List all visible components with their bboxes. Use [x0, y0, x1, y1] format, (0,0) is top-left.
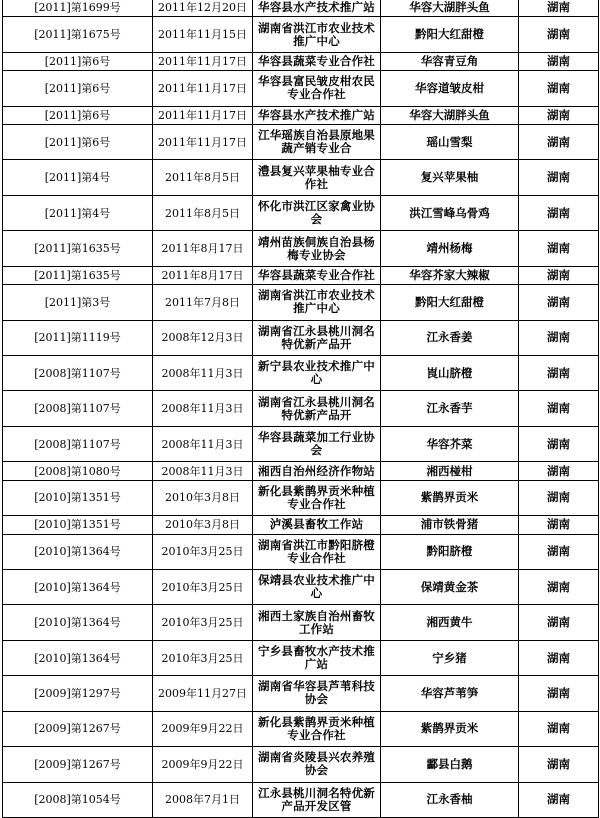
product-cell: 江永香芋 — [381, 391, 519, 426]
table-row — [3, 106, 599, 124]
date-cell: 2008年12月3日 — [153, 320, 253, 355]
product-cell: 华容道皱皮柑 — [381, 71, 519, 106]
date-cell: 2011年11月15日 — [153, 17, 253, 52]
product-cell: 湘西黄牛 — [381, 605, 519, 640]
approval-number-cell: [2011]第1675号 — [3, 17, 153, 52]
applicant-cell: 湖南省洪江市农业技术推广中心 — [253, 17, 381, 52]
product-cell: 崀山脐橙 — [381, 356, 519, 391]
date-cell: 2011年11月17日 — [153, 106, 253, 124]
applicant-cell: 华容县蔬菜专业合作社 — [253, 52, 381, 70]
applicant-cell: 新化县紫鹊界贡米种植专业合作社 — [253, 711, 381, 746]
approval-number-cell: [2011]第6号 — [3, 52, 153, 70]
approval-number-cell: [2008]第1107号 — [3, 426, 153, 461]
product-cell: 酃县白鹅 — [381, 747, 519, 782]
province-cell: 湖南 — [519, 676, 599, 711]
approval-number-cell: [2011]第1635号 — [3, 266, 153, 284]
province-cell: 湖南 — [519, 534, 599, 569]
province-cell: 湖南 — [519, 0, 599, 17]
product-cell: 华容芥菜 — [381, 426, 519, 461]
province-cell: 湖南 — [519, 782, 599, 817]
province-cell: 湖南 — [519, 160, 599, 195]
province-cell: 湖南 — [519, 195, 599, 230]
approval-number-cell: [2011]第1119号 — [3, 320, 153, 355]
approval-number-cell: [2010]第1351号 — [3, 480, 153, 515]
date-cell: 2011年11月17日 — [153, 125, 253, 160]
province-cell: 湖南 — [519, 17, 599, 52]
table-row — [3, 605, 599, 640]
applicant-cell: 湖南省华容县芦苇科技协会 — [253, 676, 381, 711]
province-cell: 湖南 — [519, 231, 599, 266]
approval-number-cell: [2011]第6号 — [3, 125, 153, 160]
table-row — [3, 747, 599, 782]
approval-number-cell: [2008]第1080号 — [3, 462, 153, 480]
applicant-cell: 华容县富民皱皮柑农民专业合作社 — [253, 71, 381, 106]
approval-number-cell: [2008]第1107号 — [3, 391, 153, 426]
product-cell: 湘西椪柑 — [381, 462, 519, 480]
approval-number-cell: [2009]第1297号 — [3, 676, 153, 711]
province-cell: 湖南 — [519, 640, 599, 675]
table-row — [3, 462, 599, 480]
province-cell: 湖南 — [519, 285, 599, 320]
table-row — [3, 426, 599, 461]
table-row — [3, 266, 599, 284]
province-cell: 湖南 — [519, 426, 599, 461]
table-row — [3, 516, 599, 534]
approval-number-cell: [2010]第1364号 — [3, 534, 153, 569]
applicant-cell: 湘西自治州经济作物站 — [253, 462, 381, 480]
province-cell: 湖南 — [519, 106, 599, 124]
approval-number-cell: [2011]第1699号 — [3, 0, 153, 17]
province-cell: 湖南 — [519, 52, 599, 70]
date-cell: 2009年9月22日 — [153, 711, 253, 746]
date-cell: 2008年11月3日 — [153, 391, 253, 426]
province-cell: 湖南 — [519, 480, 599, 515]
date-cell: 2011年12月20日 — [153, 0, 253, 17]
province-cell: 湖南 — [519, 320, 599, 355]
province-cell: 湖南 — [519, 125, 599, 160]
date-cell: 2011年8月17日 — [153, 266, 253, 284]
approval-number-cell: [2010]第1364号 — [3, 640, 153, 675]
date-cell: 2010年3月25日 — [153, 534, 253, 569]
approval-number-cell: [2008]第1054号 — [3, 782, 153, 817]
applicant-cell: 江永县桃川洞名特优新产品开发区管 — [253, 782, 381, 817]
approval-number-cell: [2011]第3号 — [3, 285, 153, 320]
applicant-cell: 澧县复兴苹果柚专业合作社 — [253, 160, 381, 195]
table-row — [3, 125, 599, 160]
table-row — [3, 320, 599, 355]
date-cell: 2011年11月17日 — [153, 52, 253, 70]
product-cell: 浦市铁骨猪 — [381, 516, 519, 534]
product-cell: 华容芥家大辣椒 — [381, 266, 519, 284]
table-row — [3, 285, 599, 320]
table-row — [3, 356, 599, 391]
date-cell: 2011年8月17日 — [153, 231, 253, 266]
approval-number-cell: [2010]第1364号 — [3, 605, 153, 640]
product-cell: 黔阳脐橙 — [381, 534, 519, 569]
province-cell: 湖南 — [519, 747, 599, 782]
date-cell: 2009年11月27日 — [153, 676, 253, 711]
product-cell: 靖州杨梅 — [381, 231, 519, 266]
product-cell: 黔阳大红甜橙 — [381, 17, 519, 52]
date-cell: 2008年7月1日 — [153, 782, 253, 817]
product-cell: 宁乡猪 — [381, 640, 519, 675]
product-cell: 洪江雪峰乌骨鸡 — [381, 195, 519, 230]
province-cell: 湖南 — [519, 569, 599, 604]
date-cell: 2010年3月25日 — [153, 569, 253, 604]
applicant-cell: 宁乡县畜牧水产技术推广站 — [253, 640, 381, 675]
table-row — [3, 534, 599, 569]
approval-number-cell: [2011]第4号 — [3, 195, 153, 230]
applicant-cell: 湖南省洪江市农业技术推广中心 — [253, 285, 381, 320]
product-cell: 江永香柚 — [381, 782, 519, 817]
product-cell: 紫鹊界贡米 — [381, 480, 519, 515]
date-cell: 2010年3月8日 — [153, 480, 253, 515]
table-row — [3, 195, 599, 230]
product-cell: 华容大湖胖头鱼 — [381, 106, 519, 124]
applicant-cell: 新宁县农业技术推广中心 — [253, 356, 381, 391]
applicant-cell: 泸溪县畜牧工作站 — [253, 516, 381, 534]
approval-number-cell: [2008]第1107号 — [3, 356, 153, 391]
applicant-cell: 怀化市洪江区家禽业协会 — [253, 195, 381, 230]
table-row — [3, 676, 599, 711]
approval-number-cell: [2010]第1364号 — [3, 569, 153, 604]
table-row — [3, 640, 599, 675]
applicant-cell: 湖南省洪江市黔阳脐橙专业合作社 — [253, 534, 381, 569]
product-cell: 江永香姜 — [381, 320, 519, 355]
province-cell: 湖南 — [519, 391, 599, 426]
applicant-cell: 湖南省江永县桃川洞名特优新产品开 — [253, 320, 381, 355]
date-cell: 2011年8月5日 — [153, 195, 253, 230]
table-row — [3, 71, 599, 106]
product-cell: 华容青豆角 — [381, 52, 519, 70]
date-cell: 2010年3月25日 — [153, 640, 253, 675]
table-row — [3, 391, 599, 426]
province-cell: 湖南 — [519, 516, 599, 534]
province-cell: 湖南 — [519, 605, 599, 640]
table-row — [3, 569, 599, 604]
applicant-cell: 保靖县农业技术推广中心 — [253, 569, 381, 604]
table-row — [3, 0, 599, 17]
date-cell: 2010年3月25日 — [153, 605, 253, 640]
date-cell: 2009年9月22日 — [153, 747, 253, 782]
product-cell: 华容芦苇笋 — [381, 676, 519, 711]
table-row — [3, 711, 599, 746]
table-row — [3, 160, 599, 195]
applicant-cell: 江华瑶族自治县原地果蔬产销专业合 — [253, 125, 381, 160]
product-cell: 华容大湖胖头鱼 — [381, 0, 519, 17]
date-cell: 2008年11月3日 — [153, 462, 253, 480]
applicant-cell: 华容县水产技术推广站 — [253, 106, 381, 124]
date-cell: 2008年11月3日 — [153, 356, 253, 391]
applicant-cell: 华容县蔬菜专业合作社 — [253, 266, 381, 284]
applicant-cell: 靖州苗族侗族自治县杨梅专业协会 — [253, 231, 381, 266]
applicant-cell: 华容县水产技术推广站 — [253, 0, 381, 17]
approval-number-cell: [2009]第1267号 — [3, 711, 153, 746]
approval-number-cell: [2009]第1267号 — [3, 747, 153, 782]
province-cell: 湖南 — [519, 266, 599, 284]
applicant-cell: 华容县蔬菜加工行业协会 — [253, 426, 381, 461]
province-cell: 湖南 — [519, 462, 599, 480]
province-cell: 湖南 — [519, 71, 599, 106]
date-cell: 2011年7月8日 — [153, 285, 253, 320]
applicant-cell: 新化县紫鹊界贡米种植专业合作社 — [253, 480, 381, 515]
table-row — [3, 480, 599, 515]
approval-number-cell: [2011]第4号 — [3, 160, 153, 195]
table-row — [3, 231, 599, 266]
province-cell: 湖南 — [519, 711, 599, 746]
product-cell: 瑶山雪梨 — [381, 125, 519, 160]
table-row — [3, 17, 599, 52]
applicant-cell: 湖南省炎陵县兴农养殖协会 — [253, 747, 381, 782]
applicant-cell: 湖南省江永县桃川洞名特优新产品开 — [253, 391, 381, 426]
approval-number-cell: [2010]第1351号 — [3, 516, 153, 534]
date-cell: 2011年11月17日 — [153, 71, 253, 106]
product-cell: 黔阳大红甜橙 — [381, 285, 519, 320]
product-cell: 保靖黄金茶 — [381, 569, 519, 604]
product-cell: 紫鹊界贡米 — [381, 711, 519, 746]
certificate-table — [2, 0, 599, 818]
table-row — [3, 782, 599, 817]
applicant-cell: 湘西土家族自治州畜牧工作站 — [253, 605, 381, 640]
date-cell: 2008年11月3日 — [153, 426, 253, 461]
province-cell: 湖南 — [519, 356, 599, 391]
product-cell: 复兴苹果柚 — [381, 160, 519, 195]
approval-number-cell: [2011]第1635号 — [3, 231, 153, 266]
table-row — [3, 52, 599, 70]
approval-number-cell: [2011]第6号 — [3, 71, 153, 106]
date-cell: 2011年8月5日 — [153, 160, 253, 195]
approval-number-cell: [2011]第6号 — [3, 106, 153, 124]
date-cell: 2010年3月8日 — [153, 516, 253, 534]
